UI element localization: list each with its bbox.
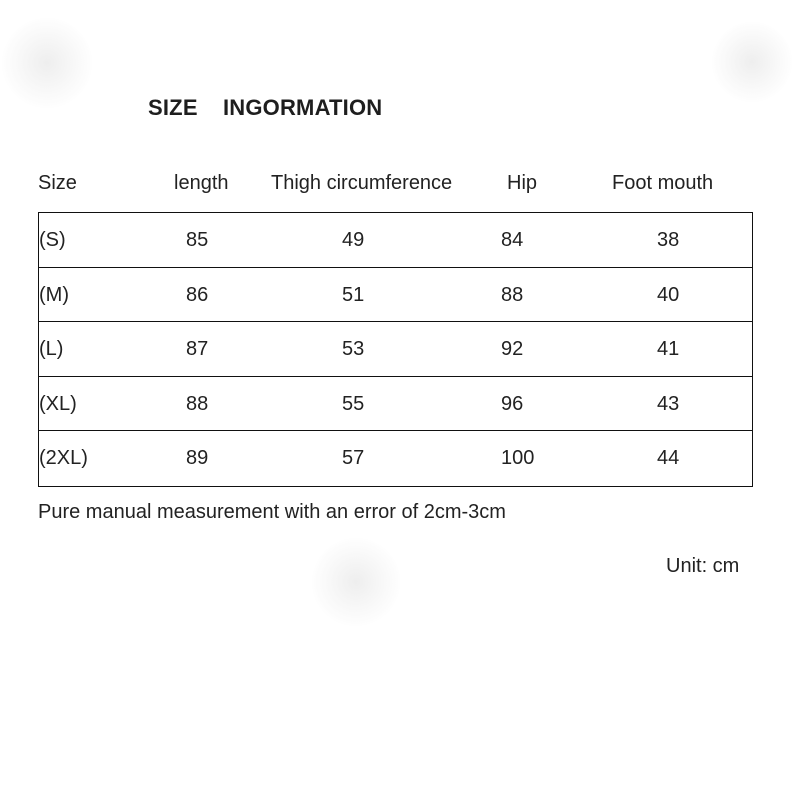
background-smudge (2, 18, 92, 108)
cell-hip: 92 (501, 338, 524, 361)
cell-foot-mouth: 40 (657, 283, 680, 306)
cell-length: 88 (186, 392, 209, 415)
cell-foot-mouth: 43 (657, 392, 680, 415)
cell-length: 85 (186, 229, 209, 251)
table-row (39, 268, 752, 323)
table-row (39, 431, 752, 486)
cell-size: (2XL) (39, 447, 88, 470)
background-smudge (312, 538, 400, 626)
unit-label: Unit: cm (666, 555, 740, 577)
cell-size: (S) (39, 229, 66, 251)
cell-hip: 84 (501, 229, 524, 251)
column-header-length: length (174, 172, 229, 194)
background-smudge (712, 22, 792, 102)
cell-foot-mouth: 41 (657, 338, 680, 361)
column-header-hip: Hip (507, 172, 538, 194)
cell-size: (M) (39, 283, 69, 306)
cell-length: 86 (186, 283, 209, 306)
cell-thigh: 57 (342, 447, 365, 470)
cell-size: (L) (39, 338, 64, 361)
table-row (39, 377, 752, 432)
table-row (39, 213, 752, 268)
cell-hip: 88 (501, 283, 524, 306)
cell-thigh: 49 (342, 229, 365, 251)
cell-foot-mouth: 38 (657, 229, 680, 251)
column-header-size: Size (38, 172, 77, 194)
table-row (39, 322, 752, 377)
cell-thigh: 55 (342, 392, 365, 415)
cell-hip: 100 (501, 447, 535, 470)
cell-foot-mouth: 44 (657, 447, 680, 470)
page-title: SIZE INGORMATION (148, 95, 383, 120)
column-header-thigh: Thigh circumference (271, 172, 453, 194)
cell-thigh: 53 (342, 338, 365, 361)
cell-length: 87 (186, 338, 209, 361)
size-table (38, 212, 753, 487)
cell-thigh: 51 (342, 283, 365, 306)
cell-length: 89 (186, 447, 209, 470)
measurement-note: Pure manual measurement with an error of 2cm-3cm (38, 501, 506, 523)
column-header-foot-mouth: Foot mouth (612, 172, 714, 194)
cell-size: (XL) (39, 392, 77, 415)
table-header (0, 172, 800, 200)
cell-hip: 96 (501, 392, 524, 415)
